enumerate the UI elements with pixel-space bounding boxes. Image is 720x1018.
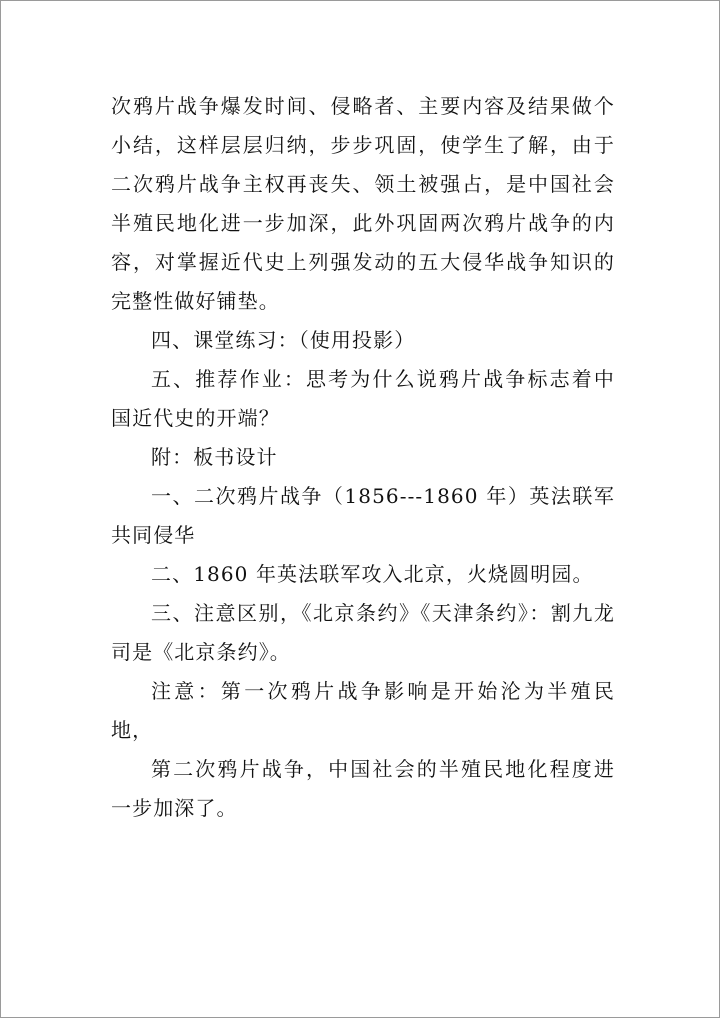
homework-paragraph: 五、推荐作业：思考为什么说鸦片战争标志着中国近代史的开端？ <box>111 367 615 430</box>
summary-paragraph: 次鸦片战争爆发时间、侵略者、主要内容及结果做个小结，这样层层归纳，步步巩固，使学生了解，由于二次鸦片战争主权再丧失、领土被强占，是中国社会半殖民地化进一步加深，此外巩固两次鸦片战争的内容，对掌握近代史上列强发动的五大侵华战争知识的完整性做好铺垫。 <box>111 94 615 313</box>
board-item-three: 三、注意区别，《北京条约》《天津条约》：割九龙司是《北京条约》。 <box>111 601 615 664</box>
note-paragraph-two: 第二次鸦片战争，中国社会的半殖民地化程度进一步加深了。 <box>111 757 615 820</box>
document-body <box>111 87 615 828</box>
board-design-heading: 附：板书设计 <box>151 445 278 469</box>
board-item-two: 二、1860 年英法联军攻入北京，火烧圆明园。 <box>151 562 594 586</box>
note-paragraph-one: 注意：第一次鸦片战争影响是开始沦为半殖民地， <box>111 679 615 742</box>
classroom-exercise-paragraph: 四、课堂练习：（使用投影） <box>151 328 416 352</box>
board-item-one: 一、二次鸦片战争（1856---1860 年）英法联军共同侵华 <box>111 484 615 547</box>
